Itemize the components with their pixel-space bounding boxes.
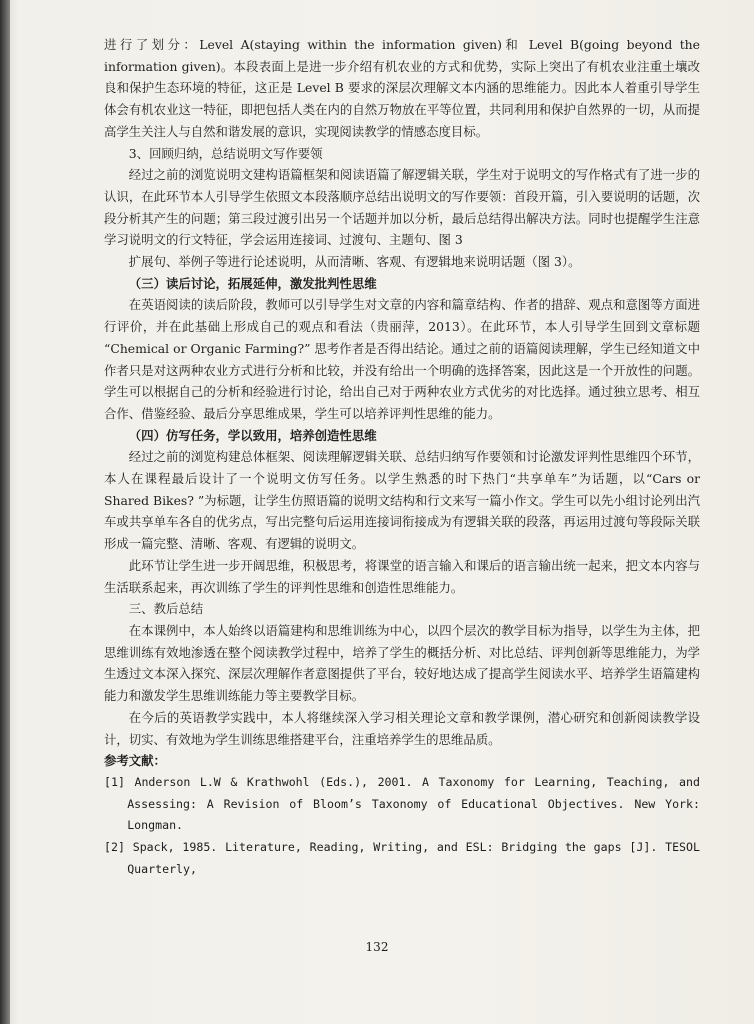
book-spine-shadow xyxy=(0,0,10,1024)
subheading-discussion: （三）读后讨论，拓展延伸，激发批判性思维 xyxy=(128,275,377,291)
paragraph-level-ab: 进行了划分：Level A(staying within the information given)和 Level B(going beyond the information given)。本段表面上是进一步介绍有机农业的方式和优势，实际上突出了有机农业注重土壤改良和保护生态环境的特征，这正是 Level B 要求的深层次理解文本内涵的思维能力。因此本人着重引导学生体会有机农业这一特征，即把包括人类在内的自然万物放在平等位置，共同利用和保护自然界的一切，从而提高学生关注人与自然和谐发展的意识，实现阅读教学的情感态度目标。 xyxy=(104,37,700,139)
paragraph-summary: 在本课例中，本人始终以语篇建构和思维训练为中心，以四个层次的教学目标为指导，以学生为主体，把思维训练有效地渗透在整个阅读教学过程中，培养了学生的概括分析、对比总结、评判创新等思维能力，为学生透过文本深入探究、深层次理解作者意图提供了平台，较好地达成了提高学生阅读水平、培养学生语篇建构能力和激发学生思维训练能力等主要教学目标。 xyxy=(104,622,700,704)
paragraph-writing-tips-cont: 扩展句、举例子等进行论述说明，从而清晰、客观、有逻辑地来说明话题（图 3）。 xyxy=(128,254,581,270)
paragraph-imitation-effect: 此环节让学生进一步开阔思维，积极思考，将课堂的语言输入和课后的语言输出统一起来，把文本内容与生活联系起来，再次训练了学生的评判性思维和创造性思维能力。 xyxy=(104,557,700,595)
section-heading-summary: 三、教后总结 xyxy=(128,601,204,617)
subheading-imitation: （四）仿写任务，学以致用，培养创造性思维 xyxy=(128,427,377,443)
reference-item: [2] Spack, 1985. Literature, Reading, Writing, and ESL: Bridging the gaps [J]. TESOL Quarterly, xyxy=(104,840,700,876)
reference-item: [1] Anderson L.W & Krathwohl (Eds.), 2001. A Taxonomy for Learning, Teaching, and Assessing: A Revision of Bloom’s Taxonomy of Educational Objectives. New York: Longman. xyxy=(104,774,700,833)
article-body xyxy=(104,34,700,880)
references-title: 参考文献： xyxy=(104,753,166,769)
paragraph-writing-tips: 经过之前的浏览说明文建构语篇框架和阅读语篇了解逻辑关联，学生对于说明文的写作格式有了进一步的认识，在此环节本人引导学生依照文本段落顺序总结出说明文的写作要领：首段开篇，引入要说明的话题，次段分析其产生的问题；第三段过渡引出另一个话题并加以分析，最后总结得出解决方法。同时也提醒学生注意学习说明文的行文特征，学会运用连接词、过渡句、主题句、图 3 xyxy=(104,167,700,248)
paragraph-future: 在今后的英语教学实践中，本人将继续深入学习相关理论文章和教学课例，潜心研究和创新阅读教学设计，切实、有效地为学生训练思维搭建平台，注重培养学生的思维品质。 xyxy=(104,709,700,747)
section-heading-review: 3、回顾归纳，总结说明文写作要领 xyxy=(128,145,323,161)
paragraph-imitation-task: 经过之前的浏览构建总体框架、阅读理解逻辑关联、总结归纳写作要领和讨论激发评判性思维四个环节，本人在课程最后设计了一个说明文仿写任务。以学生熟悉的时下热门“共享单车”为话题，以“Cars or Shared Bikes? ”为标题，让学生仿照语篇的说明文结构和行文来写一篇小作文。学生可以先小组讨论列出汽车或共享单车各自的优劣点，写出完整句后运用连接词衔接成为有逻辑关联的段落，再运用过渡句等段际关联形成一篇完整、清晰、客观、有逻辑的说明文。 xyxy=(104,449,700,552)
page-number: 132 xyxy=(365,940,389,954)
paragraph-discussion: 在英语阅读的读后阶段，教师可以引导学生对文章的内容和篇章结构、作者的措辞、观点和意图等方面进行评价，并在此基础上形成自己的观点和看法（贵丽萍，2013）。在此环节，本人引导学生回到文章标题 “Chemical or Organic Farming?” 思考作者是否得出结论。通过之前的语篇阅读理解，学生已经知道文中作者只是对这两种农业方式进行分析和比较，并没有给出一个明确的选择答案，因此这是一个开放性的问题。学生可以根据自己的分析和经验进行讨论，给出自己对于两种农业方式优劣的对比选择。通过独立思考、相互合作、借鉴经验、最后分享思维成果，学生可以培养评判性思维的能力。 xyxy=(104,297,700,421)
